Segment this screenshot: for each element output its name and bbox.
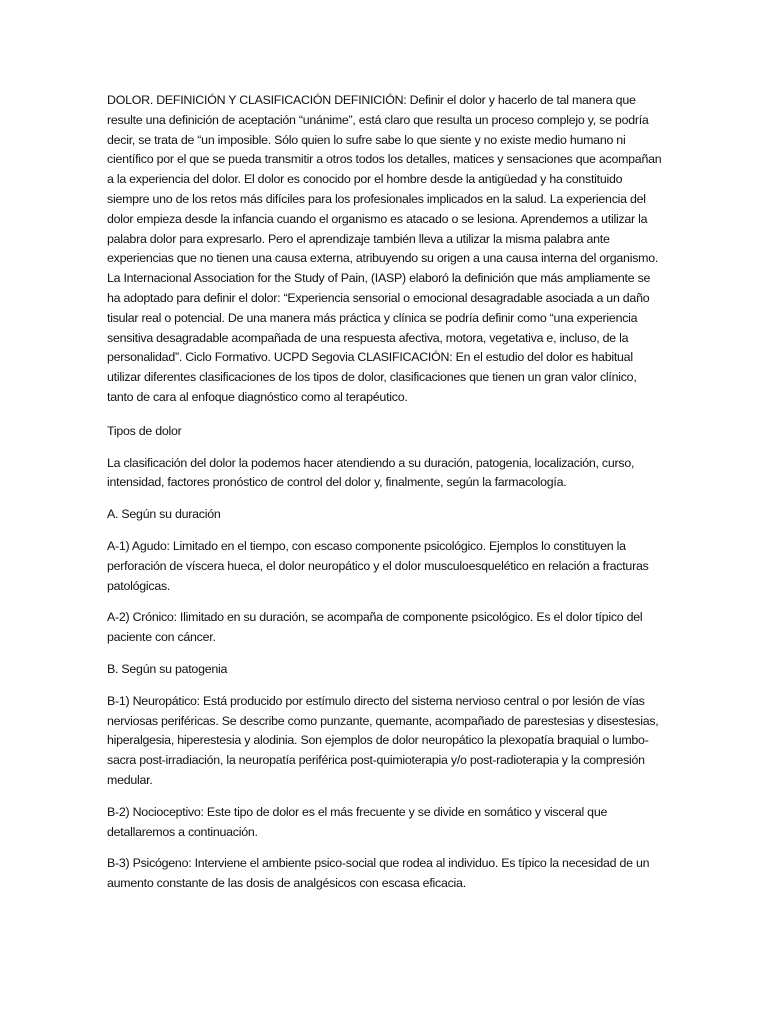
- tipos-heading: Tipos de dolor: [107, 423, 182, 438]
- a1-paragraph: A-1) Agudo: Limitado en el tiempo, con escaso componente psicológico. Ejemplos lo constituyen la perforación de víscera hueca, el dolor neuropático y el dolor musculoesquelético en relación a fracturas patológicas.: [107, 538, 649, 593]
- b3-paragraph: B-3) Psicógeno: Interviene el ambiente psico-social que rodea al individuo. Es típico la necesidad de un aumento constante de las dosis de analgésicos con escasa eficacia.: [107, 856, 650, 891]
- intro-paragraph: DOLOR. DEFINICIÓN Y CLASIFICACIÓN DEFINICIÓN: Definir el dolor y hacerlo de tal manera que resulte una definición de aceptación “unánime”, está claro que resulta un proceso complejo y, se podría decir, se trata de “un imposible. Sólo quien lo sufre sabe lo que siente y no existe medio humano ni científico por el que se pueda transmitir a otros todos los detalles, matices y sensaciones que acompañan a la experiencia del dolor. El dolor es conocido por el hombre desde la antigüedad y ha constituido siempre uno de los retos más difíciles para los profesionales implicados en la salud. La experiencia del dolor empieza desde la infancia cuando el organismo es atacado o se lesiona. Aprendemos a utilizar la palabra dolor para expresarlo. Pero el aprendizaje también lleva a utilizar la misma palabra ante experiencias que no tienen una causa externa, atribuyendo su origen a una causa interna del organismo. La Internacional Association for the Study of Pain, (IASP) elaboró la definición que más ampliamente se ha adoptado para definir el dolor: “Experiencia sensorial o emocional desagradable asociada a un daño tisular real o potencial. De una manera más práctica y clínica se podría definir como “una experiencia sensitiva desagradable acompañada de una respuesta afectiva, motora, vegetativa e, incluso, de la personalidad”. Ciclo Formativo. UCPD Segovia CLASIFICACIÓN: En el estudio del dolor es habitual utilizar diferentes clasificaciones de los tipos de dolor, clasificaciones que tienen un gran valor clínico, tanto de cara al enfoque diagnóstico como al terapéutico.: [107, 93, 662, 404]
- b2-paragraph: B-2) Nocioceptivo: Este tipo de dolor es el más frecuente y se divide en somático y visceral que detallaremos a continuación.: [107, 804, 608, 839]
- a2-paragraph: A-2) Crónico: Ilimitado en su duración, se acompaña de componente psicológico. Es el dolor típico del paciente con cáncer.: [107, 610, 643, 645]
- document-body: [107, 91, 663, 906]
- section-b-heading: B. Según su patogenia: [107, 661, 228, 676]
- section-a-heading: A. Según su duración: [107, 507, 221, 522]
- tipos-paragraph: La clasificación del dolor la podemos hacer atendiendo a su duración, patogenia, localización, curso, intensidad, factores pronóstico de control del dolor y, finalmente, según la farmacología.: [107, 455, 635, 490]
- b1-paragraph: B-1) Neuropático: Está producido por estímulo directo del sistema nervioso central o por lesión de vías nerviosas periféricas. Se describe como punzante, quemante, acompañado de parestesias y disestesias, hiperalgesia, hiperestesia y alodinia. Son ejemplos de dolor neuropático la plexopatía braquial o lumbo-sacra post-irradiación, la neuropatía periférica post-quimioterapia y/o post-radioterapia y la compresión medular.: [107, 693, 659, 787]
